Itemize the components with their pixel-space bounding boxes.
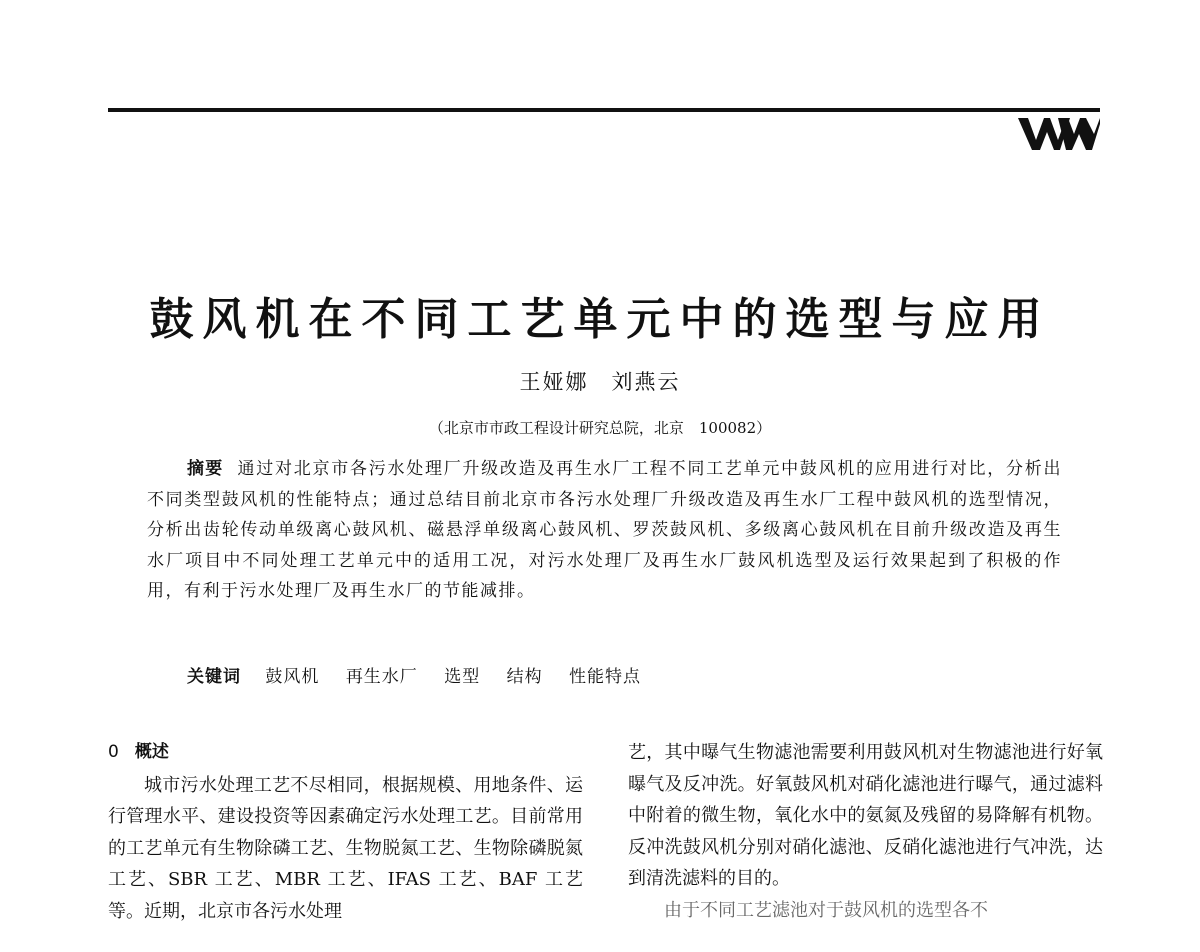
section-heading: [108, 737, 583, 769]
logo-caption: WATER & WASTEWATER ENGINEERING: [1031, 109, 1100, 113]
abstract-text: 通过对北京市各污水处理厂升级改造及再生水厂工程不同工艺单元中鼓风机的应用进行对比，分析出不同类型鼓风机的性能特点；通过总结目前北京市各污水处理厂升级改造及再生水厂工程中鼓风机的选型情况，分析出齿轮传动单级离心鼓风机、磁悬浮单级离心鼓风机、罗茨鼓风机、多级离心鼓风机在目前升级改造及再生水厂项目中不同处理工艺单元中的适用工况，对污水处理厂及再生水厂鼓风机选型及运行效果起到了积极的作用，有利于污水处理厂及再生水厂的节能减排。: [147, 459, 1063, 601]
paper-authors: 王娅娜 刘燕云: [519, 370, 681, 394]
section-title: 概述: [134, 742, 169, 762]
body-paragraph-right: 艺，其中曝气生物滤池需要利用鼓风机对生物滤池进行好氧曝气及反冲洗。好氧鼓风机对硝化滤池进行曝气，通过滤料中附着的微生物，氧化水中的氨氮及残留的易降解有机物。反冲洗鼓风机分别对硝化滤池、反硝化滤池进行气冲洗，达到清洗滤料的目的。: [628, 742, 1103, 889]
abstract-label: 摘要: [187, 459, 224, 479]
keywords: [187, 662, 661, 687]
paper-affiliation: （北京市市政工程设计研究总院，北京 100082）: [428, 419, 772, 437]
keyword-item: 选型: [444, 667, 481, 687]
abstract: [147, 454, 1062, 607]
keyword-item: 再生水厂: [345, 667, 418, 687]
body-column-left: [108, 737, 583, 927]
section-number: 0: [108, 742, 119, 762]
keyword-item: 结构: [506, 667, 543, 687]
body-cutoff-line: 由于不同工艺滤池对于鼓风机的选型各不: [628, 899, 988, 921]
body-paragraph-left: 城市污水处理工艺不尽相同，根据规模、用地条件、运行管理水平、建设投资等因素确定污水处理工艺。目前常用的工艺单元有生物除磷工艺、生物脱氮工艺、生物除磷脱氮工艺、SBR 工艺、MBR 工艺、IFAS 工艺、BAF 工艺等。近期，北京市各污水处理: [108, 774, 583, 922]
body-column-right: [628, 737, 1103, 926]
paper-title: 鼓风机在不同工艺单元中的选型与应用: [149, 294, 1051, 345]
journal-logo-icon: [1014, 104, 1102, 154]
journal-logo: [1014, 104, 1102, 154]
keywords-label: 关键词: [187, 667, 241, 687]
keyword-item: 性能特点: [569, 667, 642, 687]
header-rule: [108, 108, 1100, 112]
keyword-item: 鼓风机: [265, 667, 320, 687]
